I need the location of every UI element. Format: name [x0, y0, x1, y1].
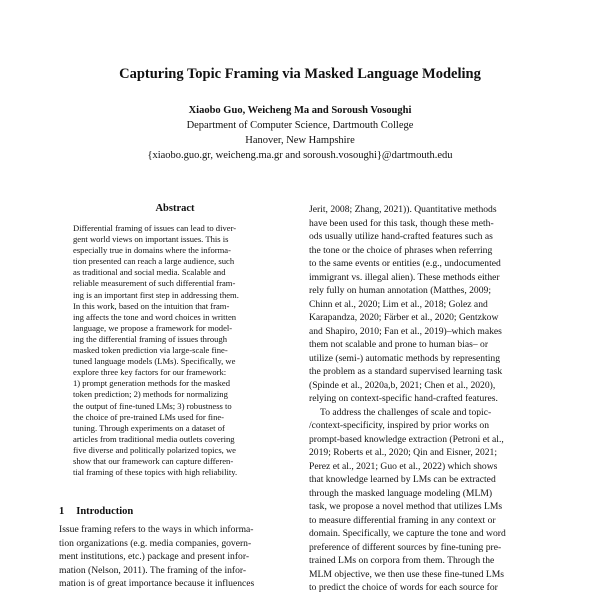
- author-emails: {xiaobo.guo.gr, weicheng.ma.gr and soroush.vosoughi}@dartmouth.edu: [147, 150, 453, 161]
- text-line: In this work, based on the intuition that fram-: [73, 300, 230, 311]
- text-line: explore three key factors for our framework:: [73, 367, 227, 378]
- text-line: mation (Nelson, 2011). The framing of the infor-: [59, 564, 247, 576]
- text-line: Perez et al., 2021; Guo et al., 2022) which shows: [309, 460, 498, 472]
- text-line: immigrant vs. illegal alien). These methods either: [309, 271, 500, 283]
- introduction-heading: [59, 506, 291, 517]
- text-line: Differential framing of issues can lead to diver-: [73, 223, 237, 233]
- text-line: gent world views on important issues. This is: [73, 234, 229, 245]
- text-line: the output of fine-tuned LMs; 3) robustness to: [73, 400, 232, 411]
- text-line: the problem as a standard supervised learning task: [309, 366, 503, 377]
- text-line: Karapandza, 2020; Färber et al., 2020; Gentzkow: [309, 312, 499, 323]
- text-line: masked token prediction via large-scale fine-: [73, 345, 228, 356]
- author-names: Xiaobo Guo, Weicheng Ma and Soroush Vosoughi: [188, 105, 412, 116]
- text-line: through the masked language modeling (MLM): [309, 487, 493, 499]
- text-line: tuning. Through experiments on a dataset of: [73, 422, 225, 433]
- text-line: ing affects the tone and word choices in written: [73, 311, 237, 322]
- text-line: task, we propose a novel method that utilizes LMs: [309, 501, 503, 512]
- text-line: prompt-based knowledge extraction (Petroni et al.,: [309, 433, 504, 445]
- section-number: 1: [59, 506, 65, 518]
- text-line: MLM objective, we then use these fine-tuned LMs: [309, 568, 505, 580]
- text-line: to the same events or entities (e.g., undocumented: [309, 258, 501, 269]
- text-line: five diverse and politically polarized topics, we: [73, 444, 236, 455]
- text-line: token prediction; 2) methods for normalizing: [73, 389, 228, 400]
- text-line: trained LMs on corpora from them. Through the: [309, 555, 495, 566]
- text-line: Issue framing refers to the ways in which informa-: [59, 524, 254, 536]
- text-line: 2019; Roberts et al., 2020; Qin and Eisner, 2021;: [309, 447, 498, 458]
- text-line: ing the differential framing of issues through: [73, 333, 228, 344]
- text-line: articles from traditional media outlets covering: [73, 433, 235, 444]
- text-line: relying on context-specific hand-crafted features.: [309, 393, 498, 404]
- author-block: [0, 103, 600, 163]
- text-line: ods usually utilize hand-crafted features such as: [309, 231, 493, 242]
- abstract-heading: Abstract: [155, 203, 195, 214]
- text-line: tuned language models (LMs). Specifically, we: [73, 356, 236, 367]
- text-line: ing is an important first step in addressing them.: [73, 289, 239, 300]
- introduction-text: [59, 523, 291, 591]
- text-line: domain. Specifically, we capture the tone and word: [309, 528, 506, 539]
- text-line: tion organizations (e.g. media companies, govern-: [59, 537, 252, 549]
- paper-title: Capturing Topic Framing via Masked Language Modeling: [119, 66, 481, 82]
- right-paragraph-2: [309, 406, 545, 595]
- text-line: have been used for this task, though these meth-: [309, 217, 494, 229]
- text-line: rely fully on human annotation (Matthes, 2009;: [309, 285, 491, 296]
- text-line: especially true in domains where the informa-: [73, 245, 231, 256]
- text-line: as traditional and social media. Scalable and: [73, 267, 226, 278]
- text-line: and Shapiro, 2010; Fan et al., 2019)–which makes: [309, 325, 502, 337]
- text-line: mation is of great importance because it influences: [59, 578, 255, 590]
- abstract-text: [73, 223, 277, 478]
- text-line: the choice of pre-trained LMs used for fine-: [73, 411, 225, 422]
- text-line: tial framing of these topics with high reliability.: [73, 467, 238, 478]
- text-line: ment institutions, etc.) package and present infor-: [59, 551, 250, 563]
- text-line: reliable measurement of such differential fram-: [73, 278, 236, 289]
- section-title: Introduction: [76, 506, 134, 518]
- text-line: to measure differential framing in any context or: [309, 514, 496, 526]
- text-line: them not scalable and prone to human bias– or: [309, 339, 489, 350]
- text-line: preference of different sources by fine-tuning pre-: [309, 541, 502, 553]
- text-line: the tone or the choice of phrases when referring: [309, 244, 493, 256]
- text-line: /context-specificity, inspired by prior works on: [309, 420, 490, 431]
- text-line: language, we propose a framework for model-: [73, 322, 233, 333]
- right-column: [309, 203, 545, 595]
- text-line: Chinn et al., 2020; Lim et al., 2018; Golez and: [309, 298, 488, 310]
- text-line: To address the challenges of scale and topic-: [320, 406, 492, 418]
- author-location: Hanover, New Hampshire: [245, 135, 355, 146]
- text-line: 1) prompt generation methods for the masked: [73, 378, 231, 389]
- right-paragraph-1: [309, 203, 545, 406]
- text-line: (Spinde et al., 2020a,b, 2021; Chen et al., 2020),: [309, 379, 496, 391]
- text-line: to predict the choice of words for each source for: [309, 582, 498, 593]
- text-line: that knowledge learned by LMs can be extracted: [309, 474, 496, 485]
- author-affiliation: Department of Computer Science, Dartmouth College: [186, 120, 414, 131]
- text-line: utilize (semi-) automatic methods by representing: [309, 352, 501, 364]
- text-line: Jerit, 2008; Zhang, 2021)). Quantitative methods: [309, 204, 497, 215]
- left-column: [59, 203, 291, 591]
- text-line: tion presented can reach a large audience, such: [73, 256, 235, 267]
- text-line: show that our framework can capture differen-: [73, 455, 234, 466]
